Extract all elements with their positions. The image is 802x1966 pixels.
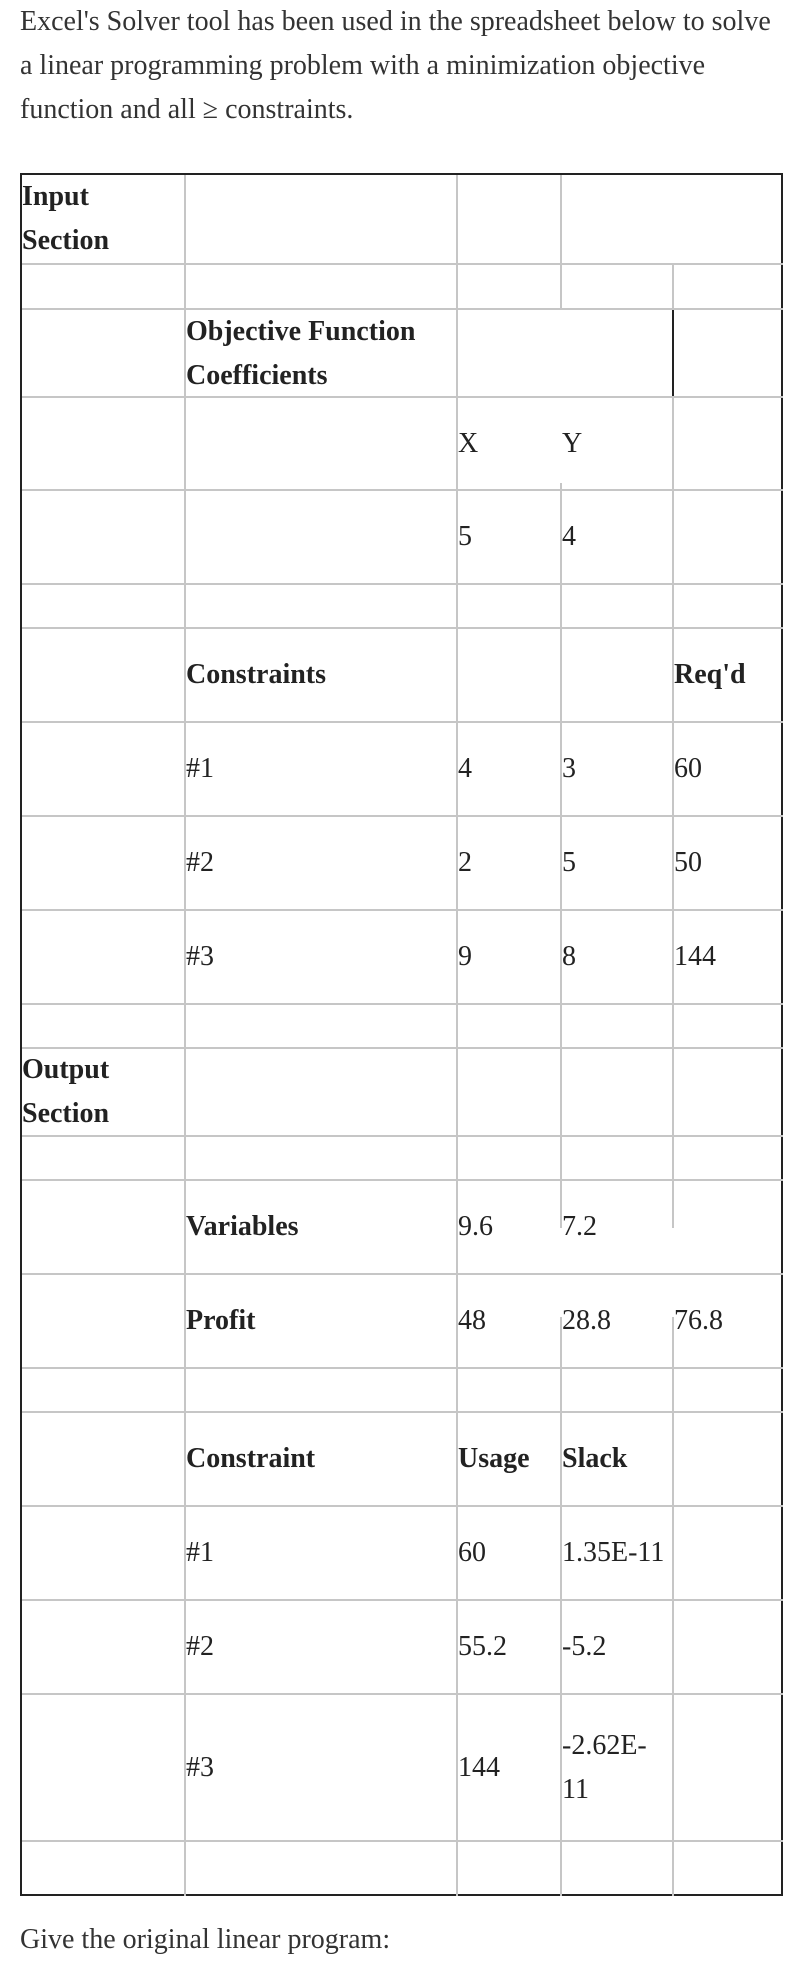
profit-x: 48 — [458, 1305, 486, 1336]
usage-value: 144 — [458, 1751, 500, 1783]
constraints-label: Constraints — [186, 659, 327, 690]
grid-line — [560, 175, 562, 310]
constraint-name: #3 — [186, 941, 214, 972]
constraint-required: 50 — [674, 847, 702, 878]
slack-value: -2.62E-11 — [562, 1729, 647, 1805]
grid-line — [22, 1840, 783, 1842]
profit-y: 28.8 — [562, 1305, 611, 1336]
input-section-label: Input Section — [22, 181, 110, 256]
required-label: Req'd — [674, 659, 746, 690]
grid-line — [22, 1003, 783, 1005]
objective-coefficient-y: 4 — [562, 521, 576, 552]
variable-value-y: 7.2 — [562, 1211, 597, 1242]
grid-line — [672, 263, 674, 310]
grid-line — [22, 1367, 783, 1369]
spreadsheet — [20, 173, 783, 1896]
usage-row-name: #3 — [186, 1751, 214, 1783]
grid-line — [672, 310, 674, 398]
constraint-coefficient-x: 4 — [458, 753, 472, 784]
output-section-label: Output Section — [22, 1054, 110, 1129]
constraint-name: #2 — [186, 847, 214, 878]
constraint-required: 144 — [674, 941, 716, 972]
usage-row-name: #1 — [186, 1537, 214, 1568]
usage-row-name: #2 — [186, 1631, 214, 1662]
objective-coefficients-label: Objective Function Coefficients — [186, 316, 416, 391]
profit-label: Profit — [186, 1305, 256, 1336]
column-header-y: Y — [562, 427, 583, 459]
slack-label: Slack — [562, 1443, 628, 1474]
question-intro: Excel's Solver tool has been used in the spreadsheet below to solve a linear programming problem with a minimization objective function and all ≥ constraints. — [20, 6, 771, 125]
constraint-coefficient-x: 9 — [458, 941, 472, 972]
profit-total: 76.8 — [674, 1305, 723, 1336]
variables-label: Variables — [186, 1211, 299, 1242]
grid-line — [22, 263, 783, 265]
grid-line — [22, 583, 783, 585]
variable-value-x: 9.6 — [458, 1211, 493, 1242]
constraint-coefficient-y: 3 — [562, 753, 576, 784]
usage-value: 55.2 — [458, 1631, 507, 1662]
question-prompt: Give the original linear program: — [20, 1924, 391, 1955]
slack-value: -5.2 — [562, 1631, 607, 1662]
grid-line — [672, 1317, 674, 1896]
constraint-required: 60 — [674, 753, 702, 784]
column-header-x: X — [458, 427, 479, 459]
slack-value: 1.35E-11 — [562, 1537, 665, 1568]
constraint-coefficient-y: 8 — [562, 941, 576, 972]
usage-value: 60 — [458, 1537, 486, 1568]
constraint-coefficient-y: 5 — [562, 847, 576, 878]
constraint-label: Constraint — [186, 1443, 316, 1474]
constraint-name: #1 — [186, 753, 214, 784]
usage-label: Usage — [458, 1443, 530, 1474]
constraint-coefficient-x: 2 — [458, 847, 472, 878]
grid-line — [781, 175, 783, 310]
objective-coefficient-x: 5 — [458, 521, 472, 552]
